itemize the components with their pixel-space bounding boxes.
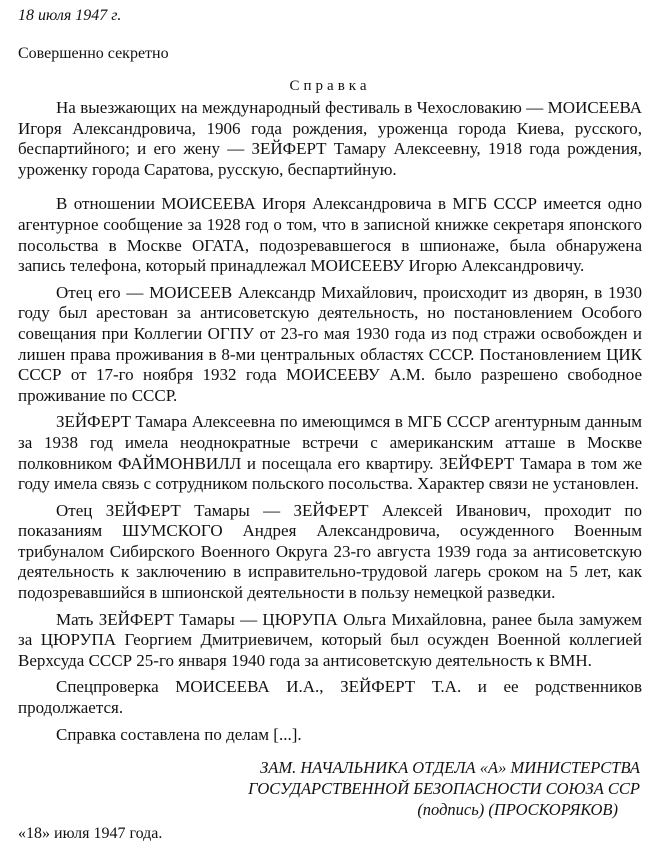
classification-label: Совершенно секретно (18, 45, 169, 62)
paragraph-zeifert: ЗЕЙФЕРТ Тамара Алексеевна по имеющимся в МГБ СССР агентурным данным за 1938 год имела неоднократные встречи с американским атташе в Москве полковником ФАЙМОНВИЛЛ и посещала его квартиру. ЗЕЙФЕРТ Тамара в том же году имела связь с сотрудником польского посольства. Характер связи не установлен. (18, 412, 642, 494)
paragraph-mother-zeifert: Мать ЗЕЙФЕРТ Тамары — ЦЮРУПА Ольга Михайловна, ранее была замужем за ЦЮРУПА Георгием Дмитриевичем, который был осужден Военной коллегией Верхсуда СССР 25-го января 1940 года за антисоветскую деятельность к ВМН. (18, 609, 642, 670)
paragraph-check-status: Спецпроверка МОИСЕЕВА И.А., ЗЕЙФЕРТ Т.А. и ее родственников продолжается. (18, 677, 642, 718)
paragraph-sources: Справка составлена по делам [...]. (56, 724, 302, 744)
signature-block (18, 757, 640, 820)
paragraph-father-zeifert: Отец ЗЕЙФЕРТ Тамары — ЗЕЙФЕРТ Алексей Иванович, проходит по показаниям ШУМСКОГО Андрея Александровича, осужденного Военным трибуналом Сибирского Военного Округа 23-го августа 1939 года за антисоветскую деятельность к заключению в исправительно-трудовой лагерь сроком на 5 лет, как подозревавшийся в шпионской деятельности в пользу немецкой разведки. (18, 500, 642, 603)
paragraph-subjects: На выезжающих на международный фестиваль в Чехословакию — МОИСЕЕВА Игоря Александровича, 1906 года рождения, уроженца города Киева, русского, беспартийного; и его жену — ЗЕЙФЕРТ Тамару Алексеевну, 1918 года рождения, уроженку города Саратова, русскую, беспартийную. (18, 98, 642, 179)
signature-ministry-line: ГОСУДАРСТВЕННОЙ БЕЗОПАСНОСТИ СОЮЗА ССР (248, 779, 640, 799)
footer-date: «18» июля 1947 года. (18, 825, 163, 843)
signature-position-line: ЗАМ. НАЧАЛЬНИКА ОТДЕЛА «А» МИНИСТЕРСТВА (260, 758, 640, 778)
signature-name-line: (подпись) (ПРОСКОРЯКОВ) (417, 800, 618, 820)
document-date: 18 июля 1947 г. (18, 7, 122, 24)
paragraph-moiseev: В отношении МОИСЕЕВА Игоря Александровича в МГБ СССР имеется одно агентурное сообщение за 1928 год о том, что в записной книжке секретаря японского посольства в Москве ОГАТА, подозревавшегося в шпионаже, была обнаружена запись телефона, который принадлежал МОИСЕЕВУ Игорю Александровичу. (18, 194, 642, 276)
document-title: Справка (289, 78, 371, 94)
paragraph-father-moiseev: Отец его — МОИСЕЕВ Александр Михайлович, происходит из дворян, в 1930 году был арестован за антисоветскую деятельность, но постановлением Особого совещания при Коллегии ОГПУ от 23-го мая 1930 года из под стражи освобожден и лишен права проживания в 8-ми центральных областях СССР. Постановлением ЦИК СССР от 17-го ноября 1932 года МОИСЕЕВУ А.М. было разрешено свободное проживание по СССР. (18, 282, 642, 405)
